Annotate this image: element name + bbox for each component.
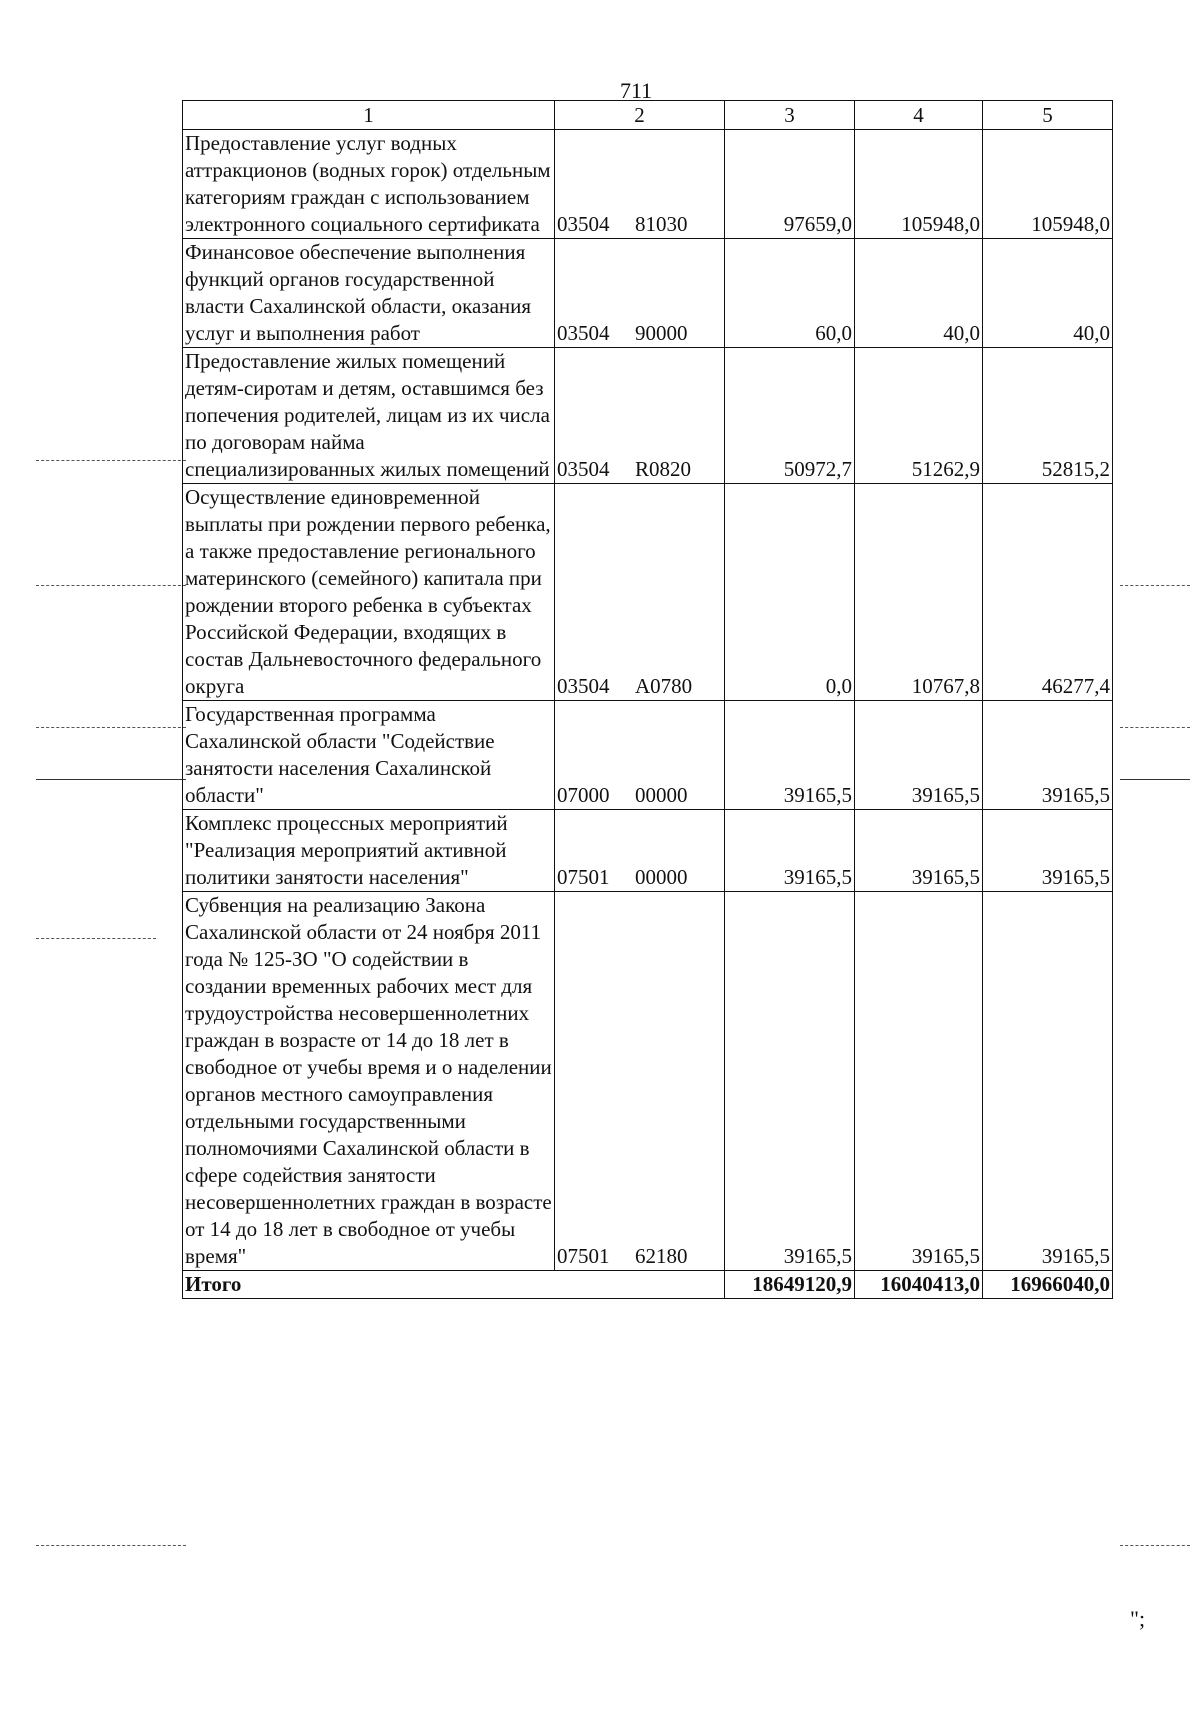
code-program: 03504 [557, 457, 610, 481]
scan-artifact-line [36, 460, 186, 461]
table-row [183, 484, 1113, 701]
code-program: 03504 [557, 674, 610, 698]
scan-artifact-line [36, 779, 186, 780]
row-value-col3: 0,0 [725, 484, 855, 701]
row-name: Осуществление единовременной выплаты при рождении первого ребенка, а также предоставление регионального материнского (семейного) капитала при рождении второго ребенка в субъектах Российской Федерации, входящих в состав Дальневосточного федерального округа [183, 484, 555, 701]
code-direction: R0820 [635, 457, 692, 481]
row-name: Предоставление услуг водных аттракционов (водных горок) отдельным категориям граждан с использованием электронного социального сертификата [183, 130, 555, 239]
row-code [555, 239, 725, 348]
code-direction: A0780 [635, 674, 693, 698]
budget-table-container [182, 100, 1112, 1299]
row-code [555, 484, 725, 701]
table-row [183, 810, 1113, 892]
table-row [183, 130, 1113, 239]
table-row [183, 239, 1113, 348]
row-code [555, 348, 725, 484]
scan-artifact-line [1120, 727, 1190, 728]
row-value-col3: 97659,0 [725, 130, 855, 239]
row-value-col4: 39165,5 [855, 810, 983, 892]
column-header-4: 4 [855, 101, 983, 130]
column-header-3: 3 [725, 101, 855, 130]
table-row [183, 348, 1113, 484]
row-name: Субвенция на реализацию Закона Сахалинской области от 24 ноября 2011 года № 125-ЗО "О содействии в создании временных рабочих мест для трудоустройства несовершеннолетних граждан в возрасте от 14 до 18 лет в свободное от учебы время и о наделении органов местного самоуправления отдельными государственными полномочиями Сахалинской области в сфере содействия занятости несовершеннолетних граждан в возрасте от 14 до 18 лет в свободное от учебы время" [183, 892, 555, 1271]
row-name: Предоставление жилых помещений детям-сиротам и детям, оставшимся без попечения родителей, лицам из их числа по договорам найма специализированных жилых помещений [183, 348, 555, 484]
row-value-col5: 39165,5 [983, 701, 1113, 810]
row-value-col3: 50972,7 [725, 348, 855, 484]
row-code [555, 892, 725, 1271]
row-value-col5: 46277,4 [983, 484, 1113, 701]
table-header-row [183, 101, 1113, 130]
scan-artifact-line [36, 1545, 186, 1546]
row-value-col4: 105948,0 [855, 130, 983, 239]
row-name: Финансовое обеспечение выполнения функций органов государственной власти Сахалинской области, оказания услуг и выполнения работ [183, 239, 555, 348]
column-header-1: 1 [183, 101, 555, 130]
scan-artifact-line [36, 938, 156, 939]
row-value-col3: 39165,5 [725, 810, 855, 892]
total-label: Итого [183, 1271, 555, 1299]
code-program: 03504 [557, 321, 610, 345]
code-program: 03504 [557, 212, 610, 236]
code-direction: 81030 [635, 212, 688, 236]
total-row [183, 1271, 1113, 1299]
row-code [555, 130, 725, 239]
closing-quote-mark: "; [1130, 1606, 1146, 1631]
code-direction: 90000 [635, 321, 688, 345]
row-value-col4: 40,0 [855, 239, 983, 348]
row-value-col4: 39165,5 [855, 701, 983, 810]
code-direction: 00000 [635, 865, 688, 889]
row-value-col4: 10767,8 [855, 484, 983, 701]
total-value-col3: 18649120,9 [725, 1271, 855, 1299]
total-value-col4: 16040413,0 [855, 1271, 983, 1299]
scan-artifact-line [1120, 1545, 1190, 1546]
table-row [183, 892, 1113, 1271]
row-value-col5: 39165,5 [983, 892, 1113, 1271]
row-value-col5: 39165,5 [983, 810, 1113, 892]
column-header-2: 2 [555, 101, 725, 130]
row-value-col4: 51262,9 [855, 348, 983, 484]
row-value-col3: 39165,5 [725, 892, 855, 1271]
row-value-col3: 60,0 [725, 239, 855, 348]
row-value-col4: 39165,5 [855, 892, 983, 1271]
code-program: 07000 [557, 783, 610, 807]
scan-artifact-line [1120, 779, 1190, 780]
row-value-col3: 39165,5 [725, 701, 855, 810]
budget-table [182, 100, 1113, 1299]
total-value-col5: 16966040,0 [983, 1271, 1113, 1299]
page-number: 711 [620, 78, 653, 103]
row-value-col5: 52815,2 [983, 348, 1113, 484]
table-row [183, 701, 1113, 810]
code-program: 07501 [557, 1244, 610, 1268]
scan-artifact-line [1120, 585, 1190, 586]
scan-artifact-line [36, 585, 186, 586]
row-code [555, 701, 725, 810]
column-header-5: 5 [983, 101, 1113, 130]
code-program: 07501 [557, 865, 610, 889]
row-value-col5: 40,0 [983, 239, 1113, 348]
code-direction: 00000 [635, 783, 688, 807]
row-name: Государственная программа Сахалинской области "Содействие занятости населения Сахалинской области" [183, 701, 555, 810]
code-direction: 62180 [635, 1244, 688, 1268]
row-name: Комплекс процессных мероприятий "Реализация мероприятий активной политики занятости населения" [183, 810, 555, 892]
scan-artifact-line [36, 727, 186, 728]
row-code [555, 810, 725, 892]
row-value-col5: 105948,0 [983, 130, 1113, 239]
total-empty-cell [555, 1271, 725, 1299]
